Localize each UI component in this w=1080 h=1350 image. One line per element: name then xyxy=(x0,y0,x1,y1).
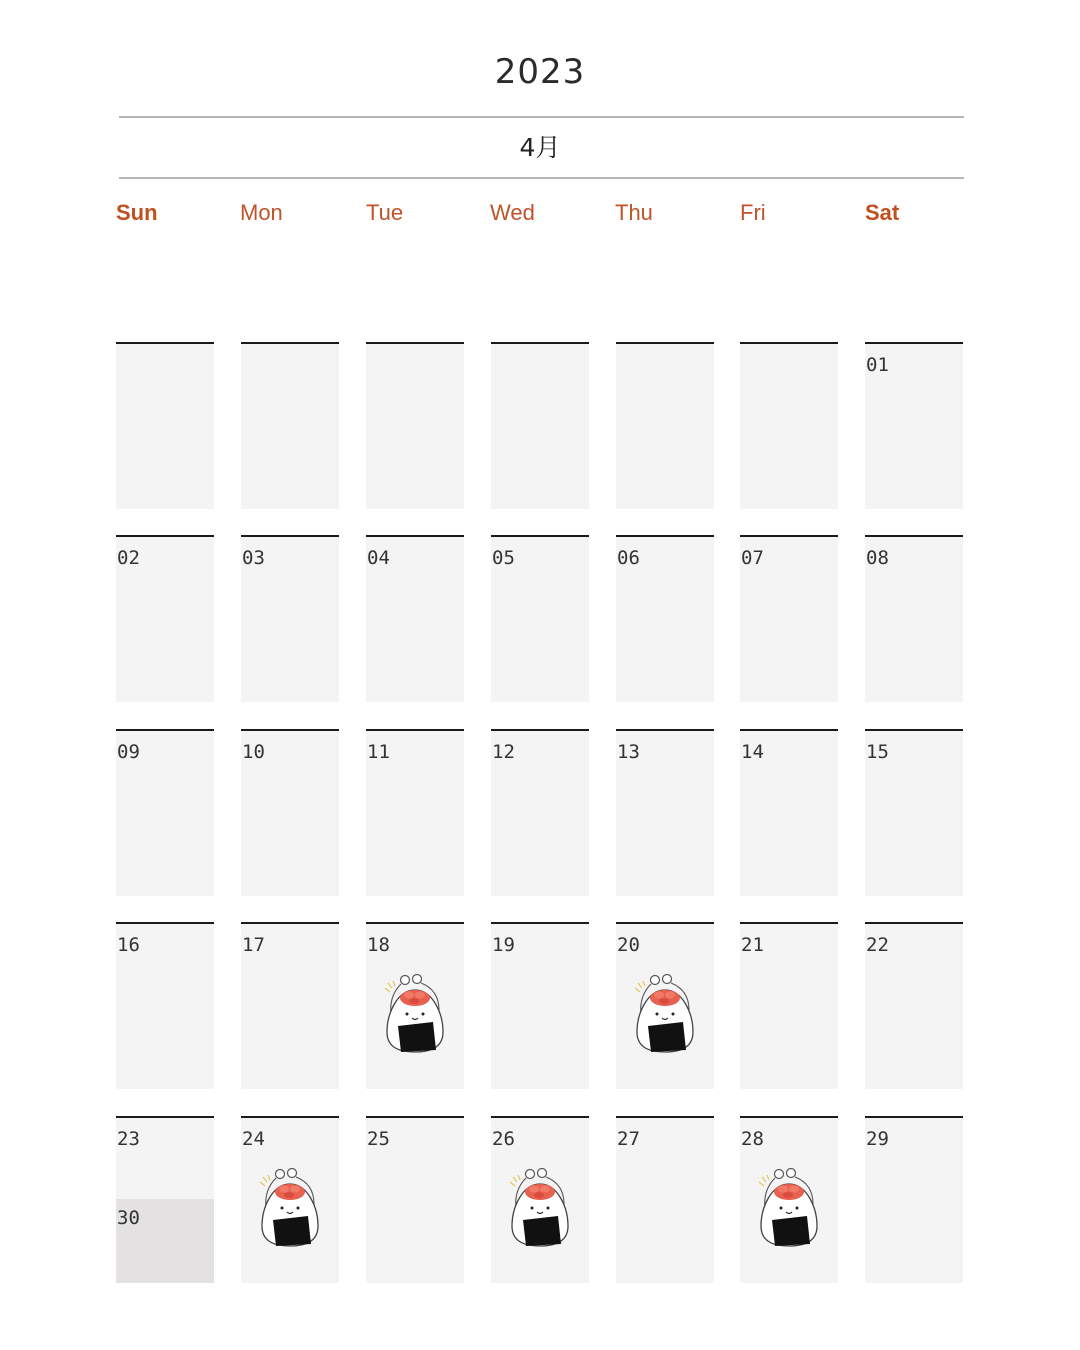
day-cell-11[interactable] xyxy=(366,729,464,896)
day-number: 29 xyxy=(866,1128,889,1150)
weekday-sun: Sun xyxy=(116,200,158,225)
day-cell-15[interactable] xyxy=(865,729,963,896)
day-number: 10 xyxy=(242,741,265,763)
day-cell-27[interactable] xyxy=(616,1116,714,1283)
empty-day-cell[interactable] xyxy=(740,342,838,509)
day-number: 20 xyxy=(617,934,640,956)
day-number: 07 xyxy=(741,547,764,569)
day-cell-16[interactable] xyxy=(116,922,214,1089)
empty-day-cell[interactable] xyxy=(116,342,214,509)
day-number: 17 xyxy=(242,934,265,956)
day-cell-29[interactable] xyxy=(865,1116,963,1283)
day-number: 02 xyxy=(117,547,140,569)
day-number: 19 xyxy=(492,934,515,956)
day-cell-04[interactable] xyxy=(366,535,464,702)
day-number: 04 xyxy=(367,547,390,569)
day-number: 01 xyxy=(866,354,889,376)
day-number: 05 xyxy=(492,547,515,569)
day-number: 18 xyxy=(367,934,390,956)
day-number: 12 xyxy=(492,741,515,763)
onigiri-sticker-icon xyxy=(757,1168,821,1248)
weekday-tue: Tue xyxy=(366,200,404,225)
day-cell-05[interactable] xyxy=(491,535,589,702)
onigiri-sticker-icon xyxy=(383,974,447,1054)
day-number: 06 xyxy=(617,547,640,569)
calendar-year: 2023 xyxy=(494,52,586,92)
day-number: 03 xyxy=(242,547,265,569)
day-number: 21 xyxy=(741,934,764,956)
empty-day-cell[interactable] xyxy=(366,342,464,509)
day-number: 27 xyxy=(617,1128,640,1150)
day-cell-07[interactable] xyxy=(740,535,838,702)
empty-day-cell[interactable] xyxy=(241,342,339,509)
onigiri-sticker-icon xyxy=(258,1168,322,1248)
day-cell-12[interactable] xyxy=(491,729,589,896)
day-number: 30 xyxy=(117,1207,140,1229)
day-number: 08 xyxy=(866,547,889,569)
day-cell-01[interactable] xyxy=(865,342,963,509)
day-number: 23 xyxy=(117,1128,140,1150)
day-cell-13[interactable] xyxy=(616,729,714,896)
header-divider-top xyxy=(119,116,964,118)
day-number: 25 xyxy=(367,1128,390,1150)
day-number: 28 xyxy=(741,1128,764,1150)
empty-day-cell[interactable] xyxy=(491,342,589,509)
day-cell-30[interactable] xyxy=(116,1199,214,1283)
day-cell-03[interactable] xyxy=(241,535,339,702)
calendar-month: 4月 xyxy=(519,133,561,162)
onigiri-sticker-icon xyxy=(633,974,697,1054)
day-cell-20[interactable] xyxy=(616,922,714,1089)
day-number: 26 xyxy=(492,1128,515,1150)
day-cell-17[interactable] xyxy=(241,922,339,1089)
day-cell-14[interactable] xyxy=(740,729,838,896)
day-number: 24 xyxy=(242,1128,265,1150)
weekday-sat: Sat xyxy=(865,200,900,225)
day-number: 15 xyxy=(866,741,889,763)
day-number: 13 xyxy=(617,741,640,763)
day-cell-25[interactable] xyxy=(366,1116,464,1283)
day-number: 22 xyxy=(866,934,889,956)
day-cell-02[interactable] xyxy=(116,535,214,702)
day-cell-26[interactable] xyxy=(491,1116,589,1283)
onigiri-sticker-icon xyxy=(508,1168,572,1248)
weekday-mon: Mon xyxy=(240,200,283,225)
day-number: 14 xyxy=(741,741,764,763)
day-number: 11 xyxy=(367,741,390,763)
day-cell-21[interactable] xyxy=(740,922,838,1089)
day-cell-19[interactable] xyxy=(491,922,589,1089)
day-cell-06[interactable] xyxy=(616,535,714,702)
header-divider-bottom xyxy=(119,177,964,179)
day-cell-28[interactable] xyxy=(740,1116,838,1283)
day-number: 16 xyxy=(117,934,140,956)
day-cell-24[interactable] xyxy=(241,1116,339,1283)
day-number: 09 xyxy=(117,741,140,763)
empty-day-cell[interactable] xyxy=(616,342,714,509)
day-cell-23[interactable] xyxy=(116,1116,214,1283)
day-cell-09[interactable] xyxy=(116,729,214,896)
day-cell-10[interactable] xyxy=(241,729,339,896)
weekday-fri: Fri xyxy=(740,200,766,225)
day-cell-08[interactable] xyxy=(865,535,963,702)
day-cell-18[interactable] xyxy=(366,922,464,1089)
day-cell-22[interactable] xyxy=(865,922,963,1089)
weekday-thu: Thu xyxy=(615,200,653,225)
weekday-wed: Wed xyxy=(490,200,535,225)
